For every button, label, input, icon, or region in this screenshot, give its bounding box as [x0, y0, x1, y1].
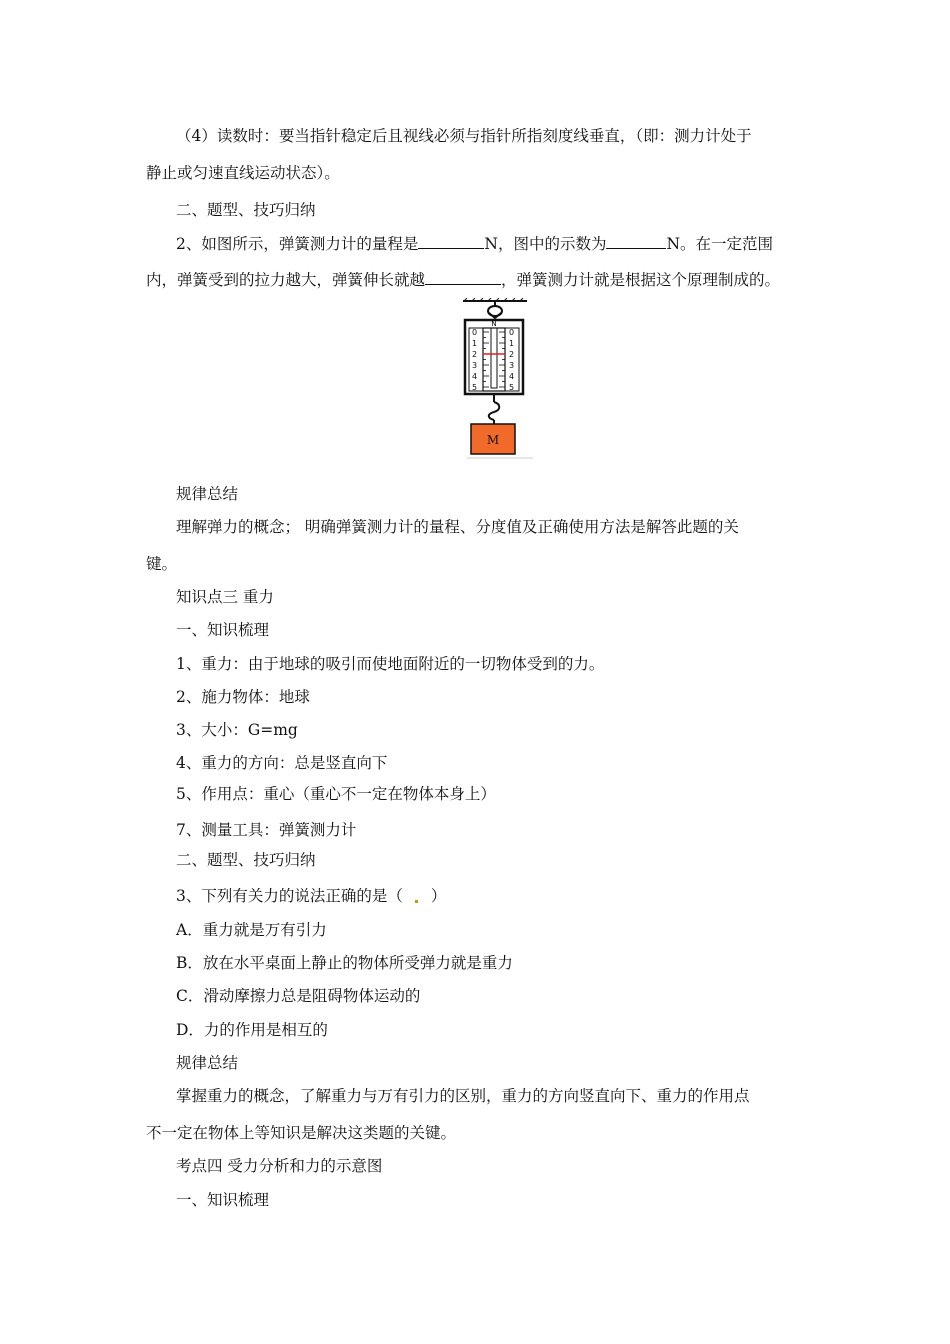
question-2-text-e: ，弹簧测力计就是根据这个原理制成的。: [501, 271, 781, 289]
question-2-text-a: 2、如图所示，弹簧测力计的量程是: [176, 235, 419, 253]
question-3-text: 3、下列有关力的说法正确的是（: [176, 887, 403, 905]
question-2-line-1: [176, 233, 773, 254]
scale-label-left-3: 3: [472, 361, 478, 370]
gravity-item-2: 2、施力物体：地球: [176, 688, 310, 706]
scale-label-right-3: 3: [509, 361, 515, 370]
question-2-line-2: [146, 269, 780, 290]
summary-text-2-cont: 不一定在物体上等知识是解决这类题的关键。: [146, 1124, 457, 1142]
option-d: D．力的作用是相互的: [176, 1021, 328, 1039]
answer-blank-elongation[interactable]: [425, 269, 501, 285]
answer-mark-dot: [415, 900, 418, 903]
summary-text-2: 掌握重力的概念，了解重力与万有引力的区别，重力的方向竖直向下、重力的作用点: [176, 1087, 750, 1105]
scale-label-left-5: 5: [472, 383, 478, 392]
section-heading-types-2: 二、题型、技巧归纳: [176, 851, 316, 869]
option-a: A．重力就是万有引力: [176, 921, 327, 939]
gravity-item-7: 7、测量工具：弹簧测力计: [176, 821, 357, 839]
scale-label-left-0: 0: [472, 328, 478, 337]
gravity-item-5: 5、作用点：重心（重心不一定在物体本身上）: [176, 785, 496, 803]
gravity-item-3: 3、大小：G=mg: [176, 721, 298, 739]
scale-label-right-2: 2: [509, 350, 515, 359]
scale-label-right-0: 0: [509, 328, 515, 337]
question-3-close: ）: [430, 887, 447, 905]
section-heading-knowledge: 一、知识梳理: [176, 621, 270, 639]
summary-heading-1: 规律总结: [176, 485, 239, 503]
gravity-item-4: 4、重力的方向：总是竖直向下: [176, 754, 388, 772]
scale-label-right-4: 4: [509, 372, 515, 381]
option-c: C．滑动摩擦力总是阻碍物体运动的: [176, 987, 421, 1005]
scale-label-right-1: 1: [509, 339, 515, 348]
question-2-text-c: N。在一定范围: [666, 235, 774, 253]
mass-label: M: [486, 433, 500, 447]
summary-text-1: 理解弹力的概念； 明确弹簧测力计的量程、分度值及正确使用方法是解答此题的关: [176, 518, 739, 536]
answer-blank-reading[interactable]: [606, 233, 666, 249]
scale-label-left-1: 1: [472, 339, 478, 348]
scale-label-left-4: 4: [472, 372, 478, 381]
text-line-reading-cont: 静止或匀速直线运动状态）。: [146, 164, 340, 182]
question-2-text-b: N，图中的示数为: [484, 235, 607, 253]
question-3: [176, 886, 446, 906]
answer-blank-range[interactable]: [418, 233, 484, 249]
summary-heading-2: 规律总结: [176, 1054, 239, 1072]
option-b: B．放在水平桌面上静止的物体所受弹力就是重力: [176, 954, 513, 972]
scale-label-right-5: 5: [509, 383, 515, 392]
spring-scale-figure: [455, 298, 535, 463]
knowledge-point-3-heading: 知识点三 重力: [176, 588, 274, 606]
scale-label-left-2: 2: [472, 350, 478, 359]
gravity-item-1: 1、重力：由于地球的吸引而使地面附近的一切物体受到的力。: [176, 655, 605, 673]
summary-text-1-cont: 键。: [146, 555, 178, 573]
section-heading-knowledge-2: 一、知识梳理: [176, 1191, 270, 1209]
section-heading-types-1: 二、题型、技巧归纳: [176, 201, 316, 219]
question-2-text-d: 内，弹簧受到的拉力越大，弹簧伸长就越: [146, 271, 426, 289]
exam-point-4-heading: 考点四 受力分析和力的示意图: [176, 1157, 383, 1175]
scale-unit-label: N: [491, 320, 497, 328]
text-line-reading: （4）读数时：要当指针稳定后且视线必须与指针所指刻度线垂直，（即：测力计处于: [176, 127, 752, 145]
